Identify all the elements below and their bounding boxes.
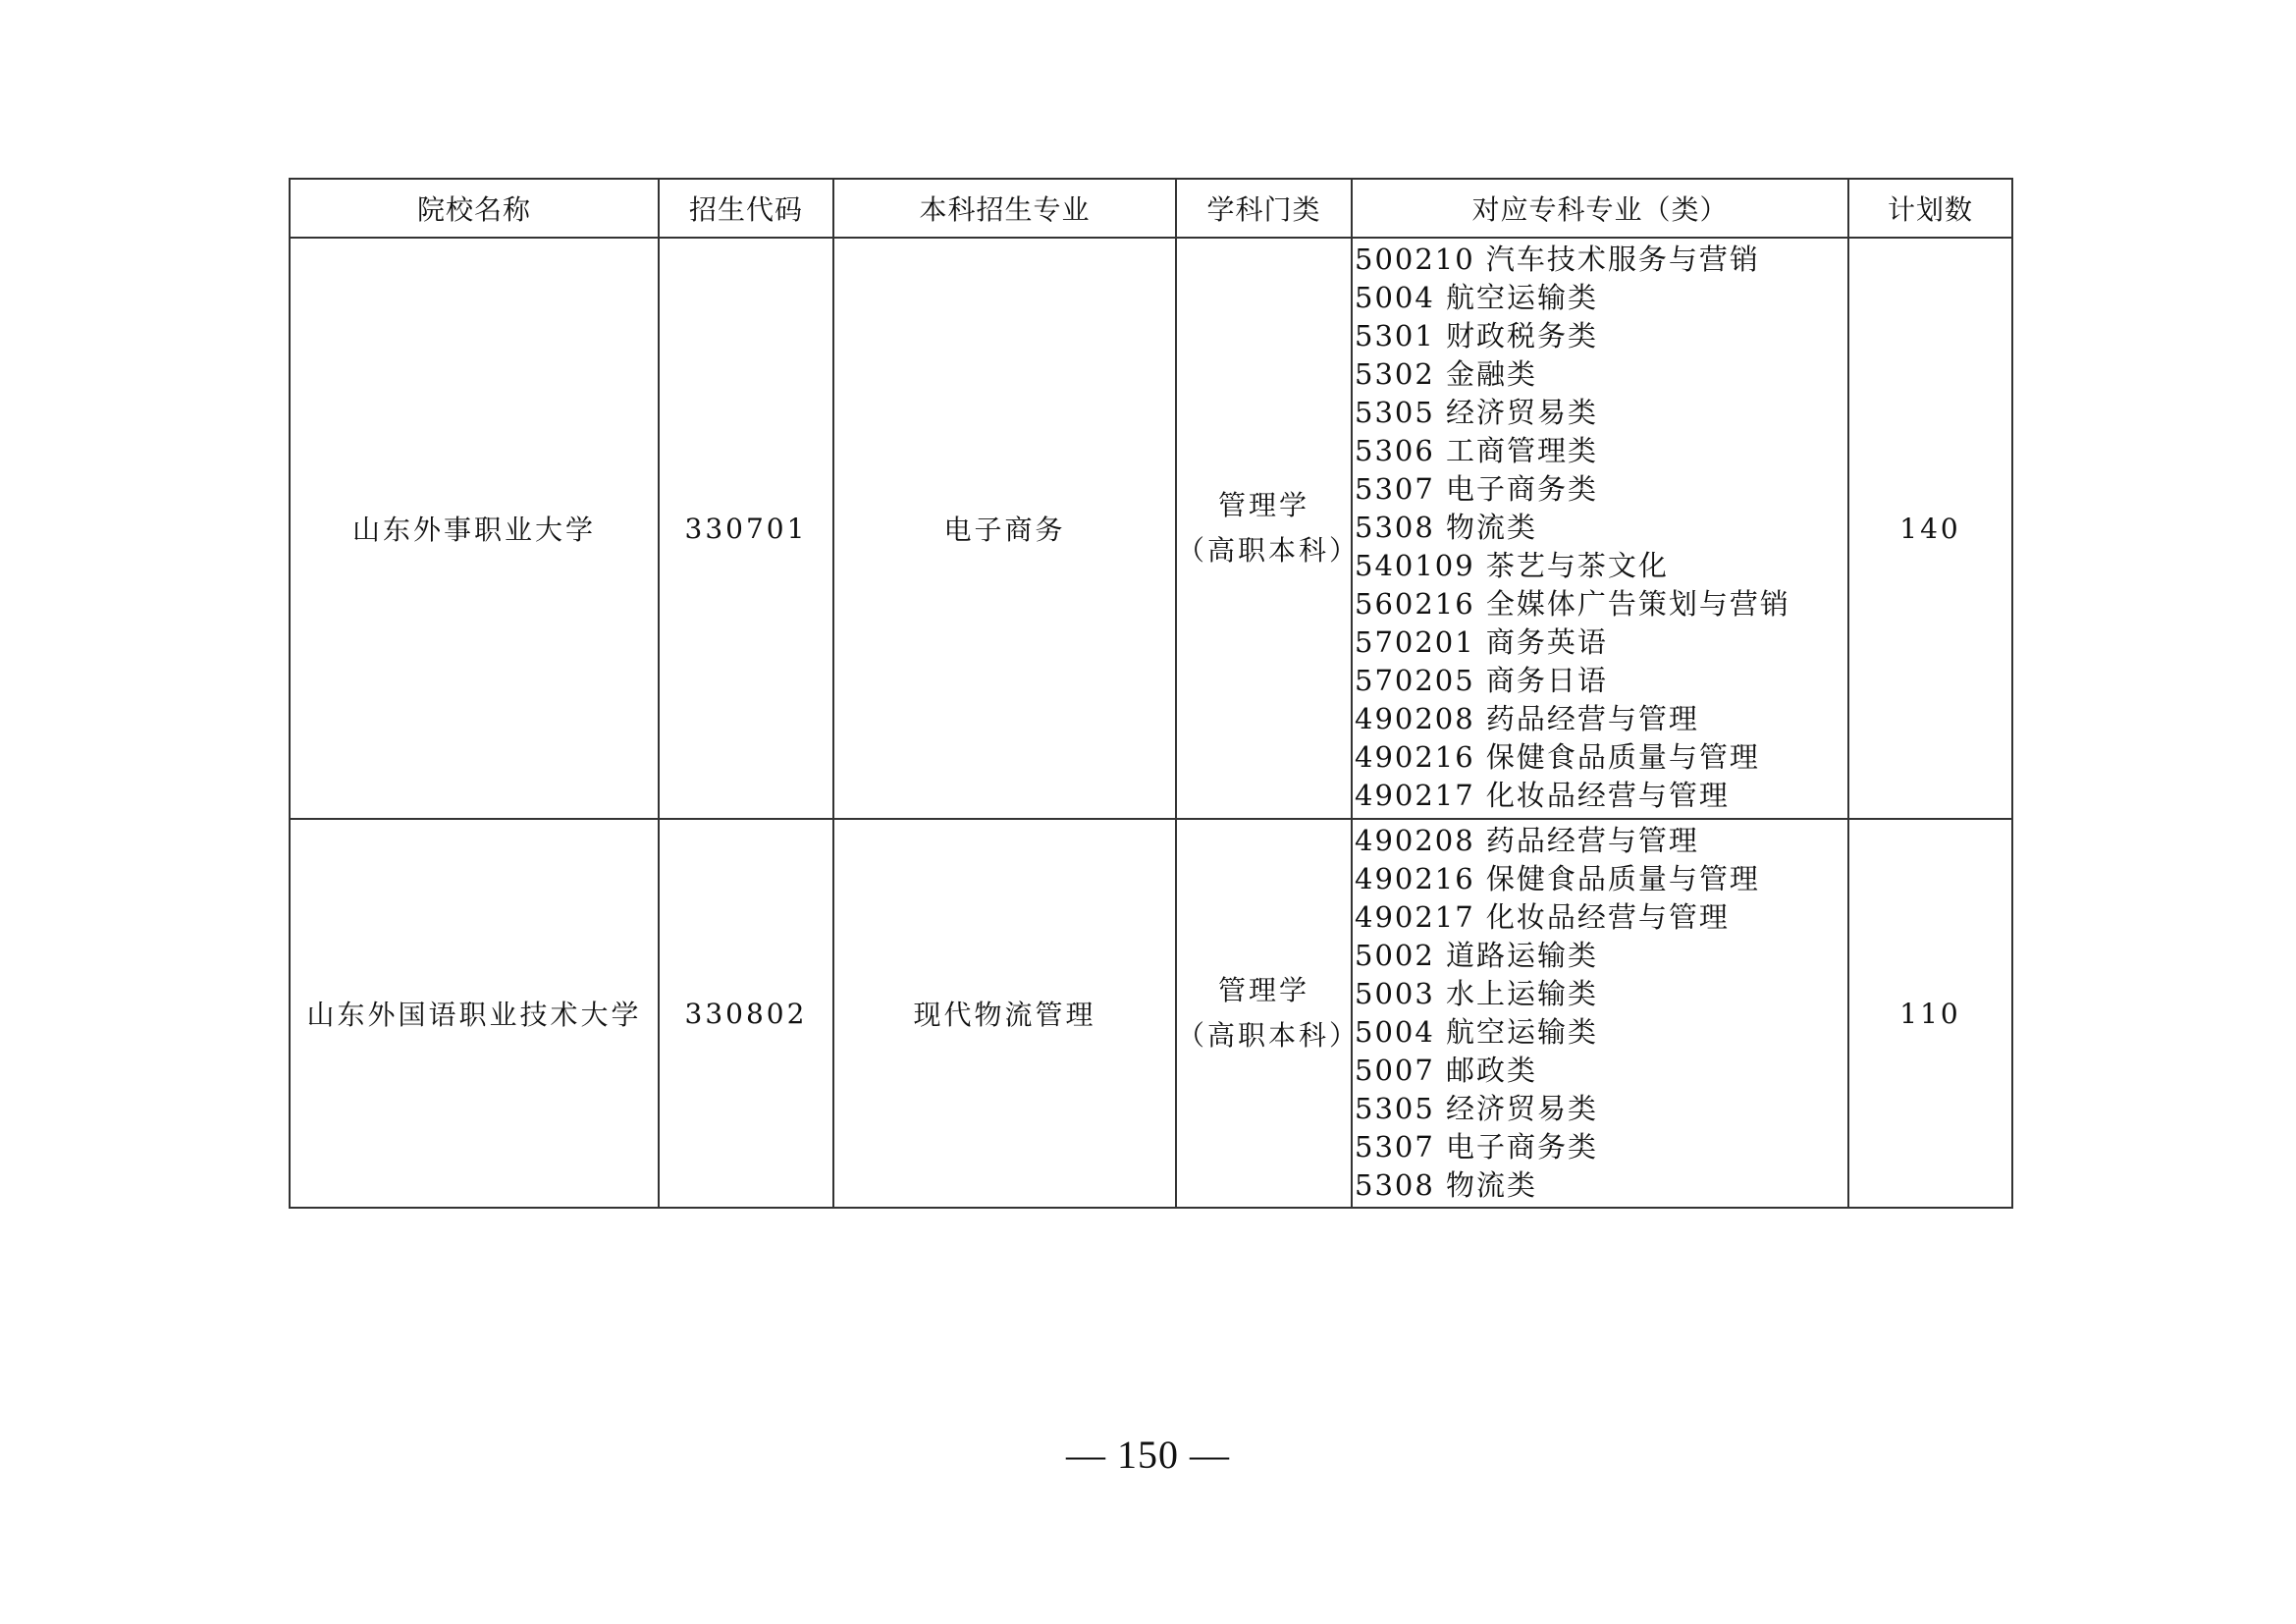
code-cell: 330802	[659, 819, 833, 1208]
related-major-item: 570205 商务日语	[1355, 664, 1608, 697]
category-level: （高职本科）	[1177, 1019, 1361, 1052]
related-major-item: 560216 全媒体广告策划与营销	[1355, 587, 1790, 621]
related-majors-cell	[1352, 819, 1848, 1208]
header-major: 本科招生专业	[833, 179, 1176, 238]
enrollment-plan-table	[289, 178, 2013, 1209]
related-major-item: 5305 经济贸易类	[1355, 396, 1599, 429]
header-related-majors: 对应专科专业（类）	[1352, 179, 1848, 238]
related-major-item: 5007 邮政类	[1355, 1054, 1538, 1087]
plan-count-cell: 110	[1848, 819, 2012, 1208]
school-cell: 山东外国语职业技术大学	[290, 819, 659, 1208]
related-major-item: 490208 药品经营与管理	[1355, 824, 1699, 857]
related-majors-cell	[1352, 238, 1848, 819]
related-major-item: 540109 茶艺与茶文化	[1355, 549, 1669, 582]
category-cell	[1176, 819, 1361, 1208]
category-level: （高职本科）	[1177, 534, 1361, 567]
related-major-item: 5308 物流类	[1355, 511, 1538, 544]
related-major-item: 500210 汽车技术服务与营销	[1355, 243, 1760, 276]
related-major-item: 5003 水上运输类	[1355, 977, 1599, 1010]
category-cell	[1176, 238, 1361, 819]
category-name: 管理学	[1217, 974, 1309, 1006]
plan-count-cell: 140	[1848, 238, 2012, 819]
related-major-item: 490216 保健食品质量与管理	[1355, 740, 1760, 774]
header-school: 院校名称	[290, 179, 659, 238]
header-code: 招生代码	[659, 179, 833, 238]
related-major-item: 490217 化妆品经营与管理	[1355, 779, 1730, 812]
table-row	[290, 819, 2012, 1208]
related-major-item: 490208 药品经营与管理	[1355, 702, 1699, 735]
related-major-item: 5301 财政税务类	[1355, 319, 1599, 352]
major-cell: 现代物流管理	[833, 819, 1176, 1208]
header-plan: 计划数	[1848, 179, 2012, 238]
related-major-item: 5307 电子商务类	[1355, 1130, 1599, 1164]
related-major-item: 5307 电子商务类	[1355, 472, 1599, 506]
table-header-row	[290, 179, 2012, 238]
major-cell: 电子商务	[833, 238, 1176, 819]
table-row	[290, 238, 2012, 819]
related-major-item: 5306 工商管理类	[1355, 434, 1599, 467]
related-major-item: 5305 经济贸易类	[1355, 1092, 1599, 1125]
school-cell: 山东外事职业大学	[290, 238, 659, 819]
related-major-item: 5308 物流类	[1355, 1168, 1538, 1202]
related-major-item: 5002 道路运输类	[1355, 939, 1599, 972]
related-major-item: 490216 保健食品质量与管理	[1355, 862, 1760, 895]
related-major-item: 5004 航空运输类	[1355, 1015, 1599, 1049]
header-category: 学科门类	[1176, 179, 1352, 238]
related-major-item: 490217 化妆品经营与管理	[1355, 900, 1730, 934]
category-name: 管理学	[1217, 489, 1309, 521]
code-cell: 330701	[659, 238, 833, 819]
page-number: — 150 —	[1066, 1433, 1230, 1477]
related-major-item: 570201 商务英语	[1355, 625, 1608, 659]
related-major-item: 5302 金融类	[1355, 357, 1538, 391]
related-major-item: 5004 航空运输类	[1355, 281, 1599, 314]
